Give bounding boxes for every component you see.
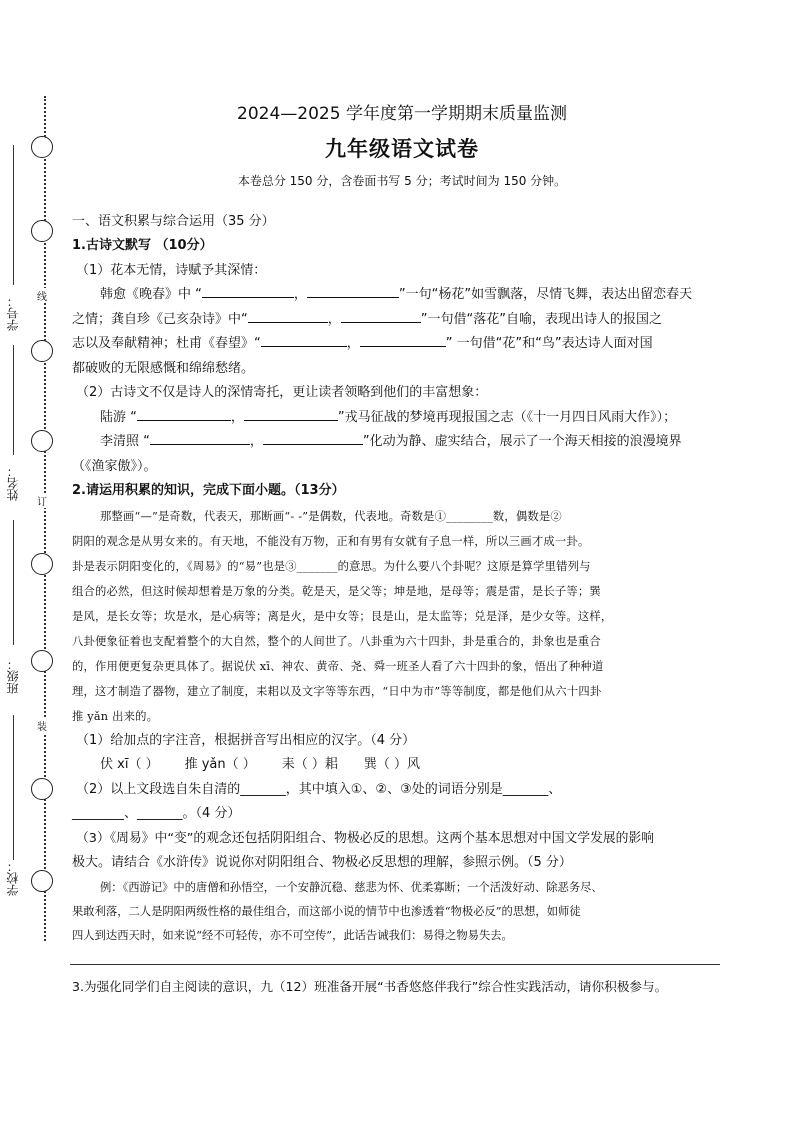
passage-line: 推 yǎn 出来的。 (72, 709, 159, 723)
q1-part1-line3: 志以及奉献精神；杜甫《春望》“ ， ” 一句借“花”和“鸟”表达诗人面对国 (72, 332, 732, 357)
class-field-line (13, 520, 14, 645)
passage-line: 卦是表示阴阳变化的，《周易》的“易”也是③_______的意思。为什么要八个卦呢？这原是算学里错列与 (72, 559, 591, 573)
exam-note: 本卷总分 150 分，含卷面书写 5 分；考试时间为 150 分钟。 (237, 174, 567, 188)
pinyin-item[interactable]: 伏 xī（ ） (100, 757, 159, 772)
q2-example (72, 876, 732, 948)
binding-hole-icon (31, 136, 53, 158)
example-line: 四人到达西天时，如来说“经不可轻传，亦不可空传”，此话告诫我们：易得之物易失去。 (72, 928, 513, 942)
answer-blank[interactable] (248, 308, 328, 323)
section-divider (70, 964, 720, 965)
binding-mark-zhuang: 装 (37, 718, 47, 733)
question-2-title: 2.请运用积累的知识，完成下面小题。（13分） (72, 483, 345, 498)
q1-part2-intro: （2）古诗文不仅是诗人的深情寄托，更让读者领略到他们的丰富想象： (76, 385, 488, 400)
name-field-line (13, 345, 14, 455)
answer-blank[interactable] (341, 308, 421, 323)
q2-sub2-line1: （2）以上文段选自朱自清的_______，其中填入①、②、③处的词语分别是_______、 (76, 781, 562, 797)
binding-mark-ding: 订 (37, 493, 47, 508)
exam-paper (72, 96, 732, 999)
pinyin-item[interactable]: 巽（ ）风 (363, 757, 421, 772)
exam-subtitle: 九年级语文试卷 (325, 136, 479, 161)
q2-sub3-line1: （3）《周易》中“变”的观念还包括阴阳组合、物极必反的思想。这两个基本思想对中国文学发展的影响 (76, 830, 655, 846)
binding-hole-icon (31, 340, 53, 362)
passage-line: 阴阳的观念是从男女来的。有天地，不能没有万物，正和有男有女就有子息一样，所以三画才成一卦。 (72, 534, 590, 548)
pinyin-item[interactable]: 耒（ ）耜 (281, 757, 338, 772)
binding-hole-icon (31, 778, 53, 800)
passage-line: 那整画“—”是奇数，代表天，那断画“- -”是偶数，代表地。奇数是①________数，偶数是② (100, 509, 562, 523)
binding-hole-icon (31, 430, 53, 452)
q2-sub2-line2: ________、_______。（4 分） (72, 806, 241, 821)
student-id-label: 学号： (6, 295, 20, 331)
school-field-line (13, 715, 14, 860)
question-3-text: 3.为强化同学们自主阅读的意识，九（12）班准备开展“书香悠悠伴我行”综合性实践活动，请你积极参与。 (72, 978, 668, 994)
answer-blank[interactable] (244, 406, 338, 421)
answer-blank[interactable] (360, 332, 446, 347)
q1-part1-intro: （1）花本无情，诗赋予其深情： (76, 262, 267, 278)
q2-sub3-line2: 极大。请结合《水浒传》说说你对阴阳组合、物极必反思想的理解，参照示例。（5 分） (72, 855, 572, 870)
q1-part2-line3: （《渔家傲》）。 (72, 458, 157, 474)
name-label: 姓名： (6, 465, 20, 501)
binding-hole-icon (31, 870, 53, 892)
answer-blank[interactable] (307, 283, 399, 298)
example-line: 果敢利落，二人是阴阳两级性格的最佳组合，而这部小说的情节中也渗透着“物极必反”的思想，如师徒 (72, 904, 581, 918)
q2-sub1-title: （1）给加点的字注音，根据拼音写出相应的汉字。（4 分） (76, 732, 416, 748)
q2-sub1-items (72, 753, 732, 778)
binding-hole-icon (31, 650, 53, 672)
pinyin-item[interactable]: 推 yǎn（ ） (184, 757, 256, 772)
exam-title: 2024—2025 学年度第一学期期末质量监测 (237, 104, 567, 124)
section-heading: 一、语文积累与综合运用（35 分） (72, 213, 275, 229)
q1-part1-line1: 韩愈《晚春》中 “ ， ”一句“杨花”如雪飘落，尽情飞舞，表达出留恋春天 (72, 283, 732, 308)
class-label: 班级： (6, 658, 20, 694)
passage-line: 八卦便象征着也支配着整个的大自然，整个的人间世了。八卦重为六十四卦，卦是重合的，卦象也是重合 (72, 634, 601, 648)
passage-line: 是风，是长女等；坎是水，是心病等；离是火，是中女等；艮是山，是太监等；兑是泽，是少女等。这样， (72, 609, 613, 623)
answer-blank[interactable] (137, 406, 231, 421)
answer-blank[interactable] (263, 430, 363, 445)
binding-hole-icon (31, 220, 53, 242)
answer-blank[interactable] (261, 332, 347, 347)
passage-line: 组合的必然，但这时候却想着是万象的分类。乾是天，是父等；坤是地，是母等；震是雷，是长子等；巽 (72, 584, 601, 598)
school-label: 学校： (6, 860, 20, 896)
student-id-field-line (13, 145, 14, 285)
q2-passage (72, 504, 732, 729)
q1-part1-line2: 之情；龚自珍《己亥杂诗》中“ ， ”一句借“落花”自喻，表现出诗人的报国之 (72, 308, 732, 333)
passage-line: 的，作用便更复杂更具体了。据说伏 xī、神农、黄帝、尧、舜一班圣人看了六十四卦的象，悟出了种种道 (72, 659, 604, 673)
q1-part2-line1: 陆游 “ ， ”戎马征战的梦境再现报国之志（《十一月四日风雨大作》）； (72, 406, 732, 431)
passage-line: 理，这才制造了器物，建立了制度，耒耜以及文字等等东西，“日中为市”等等制度，都是他们从六十四卦 (72, 684, 602, 698)
answer-blank[interactable] (150, 430, 250, 445)
example-line: 例：《西游记》中的唐僧和孙悟空，一个安静沉稳、慈悲为怀、优柔寡断；一个活泼好动、除恶务尽、 (100, 880, 603, 894)
answer-blank[interactable] (202, 283, 294, 298)
binding-mark-line: 线 (37, 288, 47, 303)
q1-part2-line2: 李清照 “ ， ”化动为静、虚实结合，展示了一个海天相接的浪漫境界 (72, 430, 732, 455)
binding-hole-icon (31, 553, 53, 575)
question-1-title: 1.古诗文默写 （10分） (72, 238, 213, 253)
q1-part1-line4: 都破败的无限感慨和绵绵愁绪。 (72, 360, 255, 376)
